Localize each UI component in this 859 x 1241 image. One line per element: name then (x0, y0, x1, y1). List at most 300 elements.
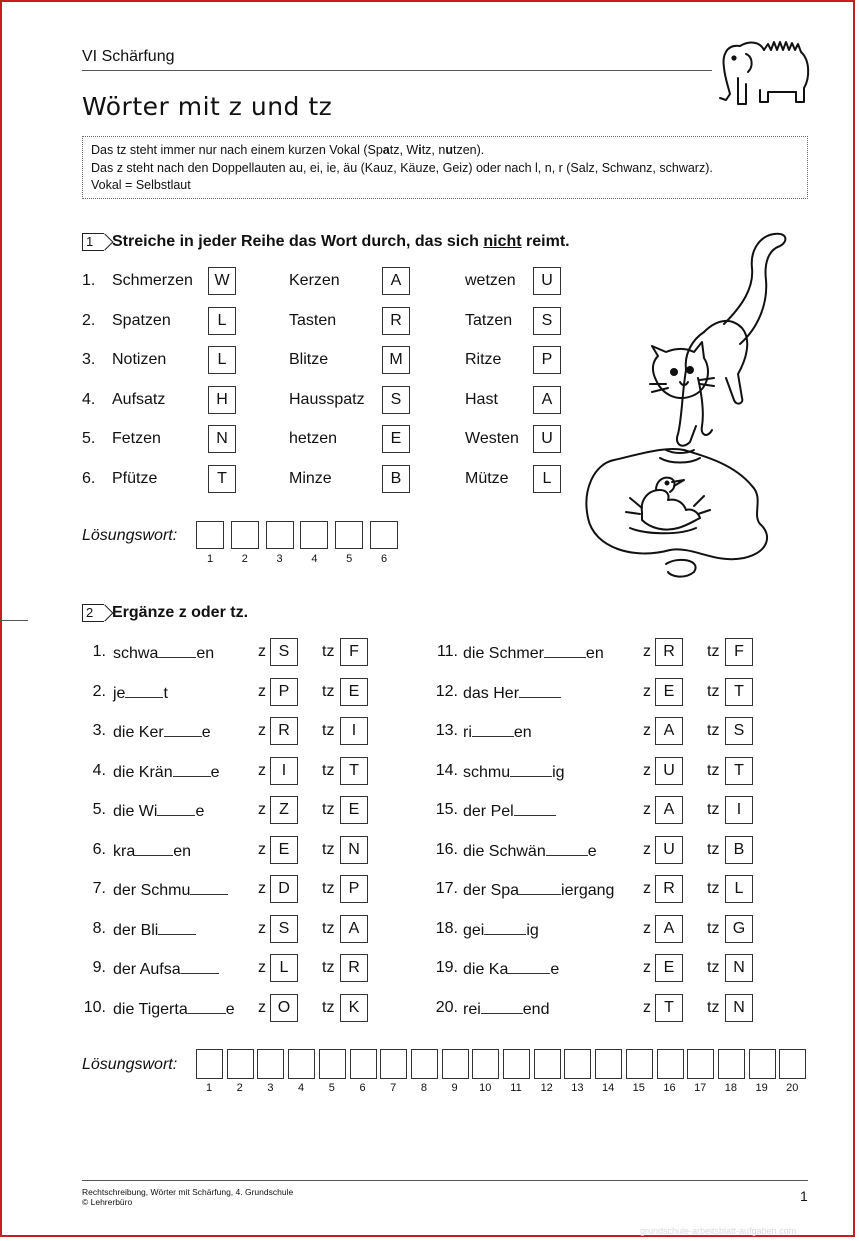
exercise-word (113, 801, 204, 821)
word-start: der Bli (113, 921, 159, 939)
solution-index: 11 (510, 1082, 522, 1094)
solution-box[interactable] (288, 1049, 315, 1079)
rhyme-word[interactable]: Notizen (112, 351, 167, 368)
rhyme-word[interactable]: Ritze (465, 351, 502, 368)
z-letter-box: U (655, 836, 683, 864)
tz-label: tz (322, 643, 335, 660)
z-label: z (643, 840, 651, 858)
tz-letter-box: F (340, 638, 368, 666)
exercise-word (113, 643, 214, 663)
fill-in-blank[interactable] (188, 999, 226, 1014)
z-label: z (258, 959, 266, 976)
solution-box[interactable] (257, 1049, 284, 1079)
tz-letter-box: T (725, 757, 753, 785)
tz-label: tz (322, 722, 335, 739)
fill-in-blank[interactable] (472, 722, 514, 737)
word-end: en (513, 724, 532, 741)
rule-vowel: i (418, 143, 422, 157)
solution-index: 2 (236, 1082, 243, 1094)
word-start: die Krän (113, 763, 173, 781)
z-label: z (258, 682, 266, 700)
heading-text: reimt. (521, 233, 570, 250)
rhyme-word[interactable]: Fetzen (112, 430, 161, 447)
solution-box[interactable] (227, 1049, 254, 1079)
row-number: 6. (82, 469, 96, 487)
word-start: die Wi (113, 803, 158, 820)
exercise-word (463, 762, 565, 782)
letter-box: S (382, 386, 410, 414)
rule-text: tz, n (421, 143, 446, 157)
z-label: z (643, 761, 651, 779)
solution-index: 7 (390, 1082, 397, 1094)
exercise-word (463, 880, 614, 900)
letter-box: A (533, 386, 561, 414)
exercise-number: 15. (435, 801, 458, 818)
exercise-number: 8. (92, 919, 106, 937)
tz-label: tz (707, 643, 720, 660)
word-start: die Ker (113, 724, 164, 741)
solution-box[interactable] (196, 521, 224, 549)
cat-and-duck-illustration (574, 228, 814, 584)
exercise-word (113, 920, 196, 940)
row-number: 4. (82, 390, 96, 408)
solution-index: 1 (206, 553, 214, 565)
solution-box[interactable] (380, 1049, 407, 1079)
rhyme-word[interactable]: Hausspatz (289, 390, 365, 408)
tz-label: tz (322, 840, 335, 858)
tz-letter-box: N (725, 994, 753, 1022)
rhyme-word[interactable]: Minze (289, 469, 332, 487)
tz-label: tz (322, 801, 335, 818)
exercise-number: 2. (92, 682, 106, 700)
z-label: z (643, 998, 651, 1016)
z-letter-box: E (655, 954, 683, 982)
z-label: z (258, 840, 266, 858)
z-letter-box: L (270, 954, 298, 982)
exercise-number: 13. (435, 722, 458, 739)
task-1-number: 1 (82, 233, 104, 251)
solution-index: 3 (267, 1082, 274, 1094)
exercise-number: 1. (92, 643, 106, 660)
rhyme-word[interactable]: Schmerzen (112, 272, 193, 289)
z-label: z (258, 919, 266, 937)
fill-in-blank[interactable] (173, 762, 211, 777)
letter-box: E (382, 425, 410, 453)
tz-label: tz (707, 722, 720, 739)
solution-index: 12 (540, 1082, 553, 1094)
word-end: e (195, 803, 205, 820)
letter-box: L (208, 346, 236, 374)
rhyme-word[interactable]: Mütze (465, 469, 509, 487)
tz-letter-box: N (725, 954, 753, 982)
z-letter-box: R (270, 717, 298, 745)
fill-in-blank[interactable] (164, 722, 202, 737)
exercise-word (463, 959, 559, 979)
z-letter-box: E (270, 836, 298, 864)
word-start: kra (113, 842, 136, 860)
fill-in-blank[interactable] (481, 999, 523, 1014)
header-divider (82, 70, 712, 71)
z-label: z (643, 682, 651, 700)
letter-box: M (382, 346, 410, 374)
word-end: en (585, 645, 604, 662)
z-letter-box: E (655, 678, 683, 706)
rhyme-word[interactable]: Aufsatz (112, 390, 166, 408)
rhyme-word[interactable]: Hast (465, 390, 498, 408)
z-label: z (643, 959, 651, 976)
fill-in-blank[interactable] (181, 959, 219, 974)
tz-letter-box: N (340, 836, 368, 864)
exercise-word (113, 722, 211, 742)
solution-box[interactable] (300, 521, 328, 549)
solution-box[interactable] (350, 1049, 377, 1079)
tz-letter-box: F (725, 638, 753, 666)
z-letter-box: A (655, 796, 683, 824)
exercise-number: 6. (92, 840, 106, 858)
rhyme-word[interactable]: wetzen (465, 272, 516, 289)
solution-box[interactable] (626, 1049, 653, 1079)
solution-index: 18 (724, 1082, 738, 1094)
chapter-title: VI Schärfung (82, 48, 175, 65)
task-2-number: 2 (82, 604, 104, 622)
tz-letter-box: G (725, 915, 753, 943)
solution-box[interactable] (595, 1049, 622, 1079)
row-number: 5. (82, 430, 96, 447)
heading-emphasis: nicht (483, 233, 522, 250)
tz-letter-box: K (340, 994, 368, 1022)
tz-label: tz (322, 998, 335, 1016)
tz-label: tz (707, 998, 720, 1016)
solution-index: 6 (359, 1082, 366, 1094)
fill-in-blank[interactable] (158, 920, 196, 935)
fill-in-blank[interactable] (514, 801, 556, 816)
solution-index: 6 (380, 553, 388, 565)
solution-box[interactable] (657, 1049, 684, 1079)
word-end: ig (552, 763, 565, 781)
z-label: z (643, 722, 651, 739)
solution-index: 13 (571, 1082, 584, 1094)
solution-box[interactable] (196, 1049, 223, 1079)
letter-box: S (533, 307, 561, 335)
exercise-number: 19. (435, 959, 458, 976)
exercise-number: 9. (92, 959, 106, 976)
word-start: der Spa (463, 882, 520, 899)
row-number: 1. (82, 272, 96, 289)
fill-in-blank[interactable] (135, 841, 173, 856)
word-start: der Aufsa (113, 961, 181, 978)
tz-label: tz (707, 801, 720, 818)
word-start: schwa (113, 645, 159, 662)
rhyme-word[interactable]: Tatzen (465, 311, 513, 329)
letter-box: P (533, 346, 561, 374)
tz-letter-box: A (340, 915, 368, 943)
tz-letter-box: I (340, 717, 368, 745)
solution-index: 20 (786, 1082, 799, 1094)
tz-letter-box: L (725, 875, 753, 903)
fill-in-blank[interactable] (484, 920, 526, 935)
z-label: z (643, 643, 651, 660)
tz-label: tz (707, 880, 720, 897)
tz-label: tz (707, 682, 720, 700)
solution-index: 14 (601, 1082, 615, 1094)
rhyme-word[interactable]: Westen (465, 430, 519, 447)
z-label: z (643, 880, 651, 897)
tz-letter-box: T (725, 678, 753, 706)
solution-index: 15 (632, 1082, 645, 1094)
solution-box[interactable] (411, 1049, 438, 1079)
tz-letter-box: I (725, 796, 753, 824)
exercise-word (463, 999, 549, 1019)
exercise-number: 17. (435, 880, 458, 897)
z-label: z (258, 998, 266, 1016)
word-end: end (522, 1000, 550, 1018)
rule-line-1 (91, 142, 799, 160)
z-label: z (258, 643, 266, 660)
rule-vowel: u (445, 143, 453, 157)
letter-box: R (382, 307, 410, 335)
page-title: Wörter mit z und tz (82, 92, 333, 121)
fill-in-blank[interactable] (190, 880, 228, 895)
rule-vowel: a (382, 143, 390, 157)
exercise-word (463, 722, 532, 742)
tz-letter-box: E (340, 678, 368, 706)
task-2-solution-label: Lösungswort: (82, 1056, 178, 1073)
z-letter-box: U (655, 757, 683, 785)
rhyme-word[interactable]: Spatzen (112, 311, 171, 329)
exercise-number: 7. (92, 880, 106, 897)
exercise-word (463, 683, 561, 703)
letter-box: T (208, 465, 236, 493)
z-letter-box: O (270, 994, 298, 1022)
solution-index: 4 (298, 1082, 305, 1094)
z-label: z (258, 722, 266, 739)
page-number: 1 (800, 1188, 808, 1204)
heading-text: Streiche in jeder Reihe das Wort durch, das sich (112, 233, 484, 250)
tz-label: tz (322, 919, 335, 937)
tz-letter-box: E (340, 796, 368, 824)
solution-box[interactable] (231, 521, 259, 549)
rhyme-word[interactable]: Kerzen (289, 272, 340, 289)
word-start: rei (463, 1000, 481, 1018)
rule-text: tz, W (389, 143, 419, 157)
z-letter-box: I (270, 757, 298, 785)
exercise-word (113, 959, 219, 979)
word-end: iergang (561, 882, 615, 899)
exercise-word (113, 762, 220, 782)
exercise-number: 10. (83, 998, 106, 1016)
tz-label: tz (322, 682, 335, 700)
word-start: je (113, 684, 126, 702)
fill-in-blank[interactable] (125, 683, 163, 698)
rule-line-3: Vokal = Selbstlaut (91, 178, 191, 192)
row-number: 2. (82, 311, 96, 329)
word-start: die Schwän (463, 842, 546, 860)
solution-box[interactable] (564, 1049, 591, 1079)
solution-index: 2 (241, 553, 248, 565)
letter-box: A (382, 267, 410, 295)
rhyme-word[interactable]: hetzen (289, 430, 338, 447)
tz-label: tz (707, 959, 720, 976)
exercise-number: 20. (435, 998, 458, 1016)
solution-index: 1 (205, 1082, 213, 1094)
rule-box (82, 136, 808, 199)
task-1-solution-label: Lösungswort: (82, 527, 178, 544)
letter-box: W (208, 267, 236, 295)
solution-index: 4 (311, 553, 318, 565)
z-letter-box: P (270, 678, 298, 706)
tz-label: tz (707, 840, 720, 858)
solution-box[interactable] (687, 1049, 714, 1079)
task-2-heading: Ergänze z oder tz. (112, 604, 249, 621)
rhyme-word[interactable]: Pfütze (112, 469, 158, 487)
solution-box[interactable] (472, 1049, 499, 1079)
word-start: der Schmu (113, 882, 191, 899)
exercise-word (113, 683, 168, 703)
solution-box[interactable] (503, 1049, 530, 1079)
letter-box: L (208, 307, 236, 335)
exercise-word (463, 920, 539, 940)
fill-in-blank[interactable] (157, 801, 195, 816)
z-label: z (258, 880, 266, 897)
tz-letter-box: T (340, 757, 368, 785)
word-end: en (196, 645, 215, 662)
exercise-number: 16. (435, 840, 458, 858)
z-letter-box: A (655, 915, 683, 943)
z-label: z (258, 801, 266, 818)
z-label: z (643, 919, 651, 937)
z-letter-box: S (270, 638, 298, 666)
tz-label: tz (322, 959, 335, 976)
fill-in-blank[interactable] (546, 841, 588, 856)
solution-index: 19 (755, 1082, 768, 1094)
word-start: die Tigerta (113, 1000, 188, 1018)
tz-letter-box: B (725, 836, 753, 864)
exercise-number: 18. (435, 919, 458, 937)
fill-in-blank[interactable] (158, 643, 196, 658)
solution-index: 17 (694, 1082, 707, 1094)
tz-letter-box: R (340, 954, 368, 982)
solution-box[interactable] (749, 1049, 776, 1079)
solution-index: 9 (451, 1082, 458, 1094)
margin-mark (0, 620, 28, 621)
footer-text (82, 1187, 293, 1207)
exercise-word (463, 801, 556, 821)
letter-box: L (533, 465, 561, 493)
solution-index: 10 (479, 1082, 492, 1094)
word-end: e (550, 961, 560, 978)
exercise-word (113, 880, 228, 900)
solution-index: 8 (420, 1082, 427, 1094)
word-end: e (201, 724, 211, 741)
solution-box[interactable] (319, 1049, 346, 1079)
word-end: e (210, 763, 220, 781)
solution-box[interactable] (370, 521, 398, 549)
solution-index: 5 (328, 1082, 335, 1094)
fill-in-blank[interactable] (508, 959, 550, 974)
exercise-word (463, 841, 597, 861)
word-start: das Her (463, 684, 520, 702)
word-start: gei (463, 921, 485, 939)
solution-index: 5 (346, 553, 353, 565)
footer-divider (82, 1180, 808, 1181)
letter-box: N (208, 425, 236, 453)
exercise-number: 4. (92, 761, 106, 779)
z-label: z (643, 801, 651, 818)
solution-box[interactable] (335, 521, 363, 549)
exercise-word (463, 643, 604, 663)
solution-index: 16 (663, 1082, 676, 1094)
tz-label: tz (322, 761, 335, 779)
tz-label: tz (322, 880, 335, 897)
z-letter-box: D (270, 875, 298, 903)
z-letter-box: A (655, 717, 683, 745)
exercise-number: 3. (92, 722, 106, 739)
fill-in-blank[interactable] (519, 683, 561, 698)
tz-letter-box: S (725, 717, 753, 745)
exercise-number: 12. (435, 682, 458, 700)
exercise-number: 11. (436, 643, 458, 660)
watermark: grundschule-arbeitsblatt-aufgaben.com (640, 1226, 797, 1236)
letter-box: U (533, 267, 561, 295)
letter-box: U (533, 425, 561, 453)
word-end: e (587, 842, 597, 860)
exercise-number: 14. (435, 761, 458, 779)
fill-in-blank[interactable] (519, 880, 561, 895)
word-start: ri (463, 724, 472, 741)
z-letter-box: T (655, 994, 683, 1022)
solution-box[interactable] (266, 521, 294, 549)
word-start: der Pel (463, 803, 514, 820)
word-start: die Ka (463, 961, 509, 978)
fill-in-blank[interactable] (544, 643, 586, 658)
solution-box[interactable] (779, 1049, 806, 1079)
tz-label: tz (707, 919, 720, 937)
z-label: z (258, 761, 266, 779)
solution-box[interactable] (534, 1049, 561, 1079)
footer-source: Rechtschreibung, Wörter mit Schärfung, 4. Grundschule (82, 1187, 294, 1197)
word-start: schmu (463, 763, 511, 781)
word-end: ig (526, 921, 539, 939)
exercise-word (113, 841, 191, 861)
solution-box[interactable] (718, 1049, 745, 1079)
tz-letter-box: P (340, 875, 368, 903)
word-end: t (163, 684, 168, 702)
rule-line-2: Das z steht nach den Doppellauten au, ei, ie, äu (Kauz, Käuze, Geiz) oder nach l, n, r (Salz, Schwanz, schwarz). (91, 160, 713, 175)
footer-copyright: © Lehrerbüro (82, 1197, 133, 1207)
solution-box[interactable] (442, 1049, 469, 1079)
solution-index: 3 (276, 553, 283, 565)
rule-text: Das tz steht immer nur nach einem kurzen Vokal (Sp (91, 143, 383, 157)
z-letter-box: R (655, 638, 683, 666)
z-letter-box: S (270, 915, 298, 943)
rule-text: tzen). (452, 143, 485, 157)
rhyme-word[interactable]: Blitze (289, 351, 329, 368)
task-1-heading (112, 233, 570, 251)
z-letter-box: R (655, 875, 683, 903)
row-number: 3. (82, 351, 96, 368)
rhyme-word[interactable]: Tasten (289, 311, 337, 329)
letter-box: H (208, 386, 236, 414)
letter-box: B (382, 465, 410, 493)
exercise-number: 5. (92, 801, 106, 818)
exercise-word (113, 999, 235, 1019)
tz-label: tz (707, 761, 720, 779)
elephant-icon (716, 34, 812, 108)
word-start: die Schmer (463, 645, 544, 662)
z-letter-box: Z (270, 796, 298, 824)
word-end: e (225, 1000, 235, 1018)
fill-in-blank[interactable] (510, 762, 552, 777)
